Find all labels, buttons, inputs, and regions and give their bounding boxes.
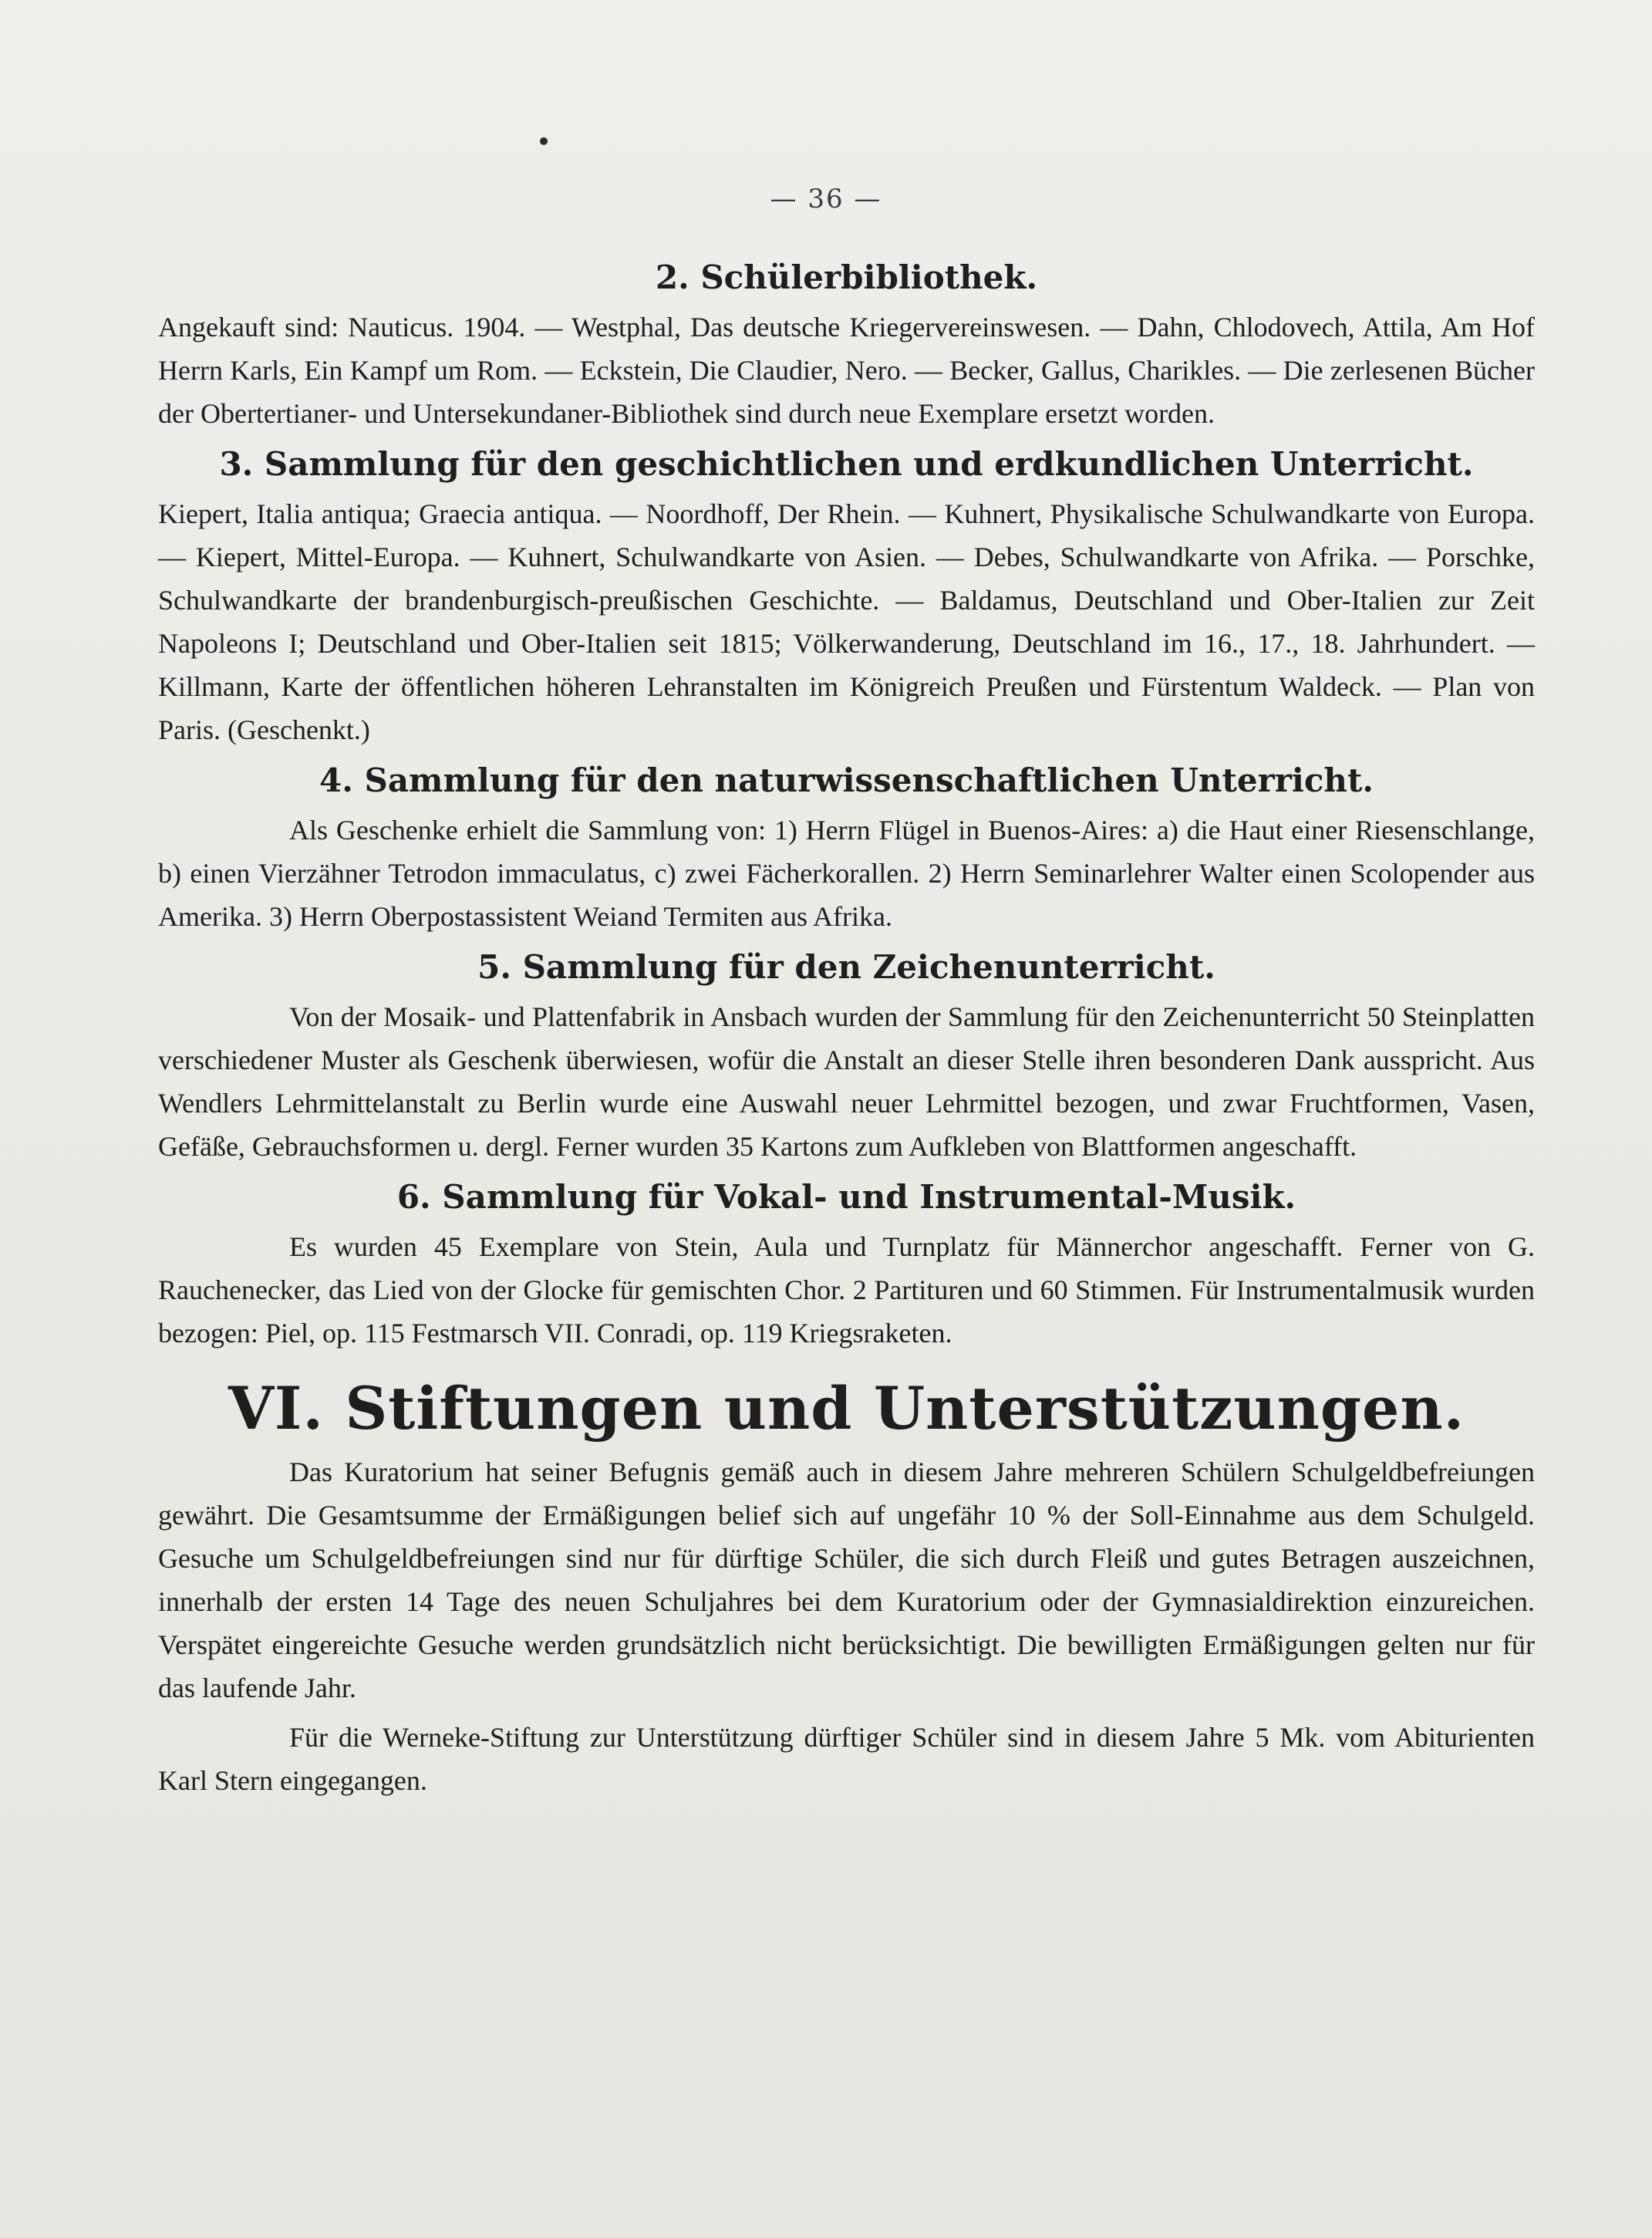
section-heading: 6. Sammlung für Vokal- und Instrumental-Musik.	[396, 1178, 1296, 1216]
paragraph: Als Geschenke erhielt die Sammlung von: 1) Herrn Flügel in Buenos-Aires: a) die Haut einer Riesenschlange, b) einen Vierzähner Tetrodon immaculatus, c) zwei Fächerkorallen. 2) Herrn Seminarlehrer Walter einen Scolopender aus Amerika. 3) Herrn Oberpostassistent Weiand Termiten aus Afrika.	[158, 815, 1535, 932]
paragraph: Das Kuratorium hat seiner Befugnis gemäß auch in diesem Jahre mehreren Schülern Schulgeldbefreiungen gewährt. Die Gesamtsumme der Ermäßigungen belief sich auf ungefähr 10 % der Soll-Einnahme aus dem Schulgeld. Gesuche um Schulgeldbefreiungen sind nur für dürftige Schüler, die sich durch Fleiß und gutes Betragen auszeichnen, innerhalb der ersten 14 Tage des neuen Schuljahres bei dem Kuratorium oder der Gymnasialdirektion einzureichen. Verspätet eingereichte Gesuche werden grundsätzlich nicht berücksichtigt. Die bewilligten Ermäßigungen gelten nur für das laufende Jahr.	[158, 1457, 1535, 1703]
paragraph: Angekauft sind: Nauticus. 1904. — Westphal, Das deutsche Kriegervereinswesen. — Dahn, Chlodovech, Attila, Am Hof Herrn Karls, Ein Kampf um Rom. — Eckstein, Die Claudier, Nero. — Becker, Gallus, Charikles. — Die zerlesenen Bücher der Obertertianer- und Untersekundaner-Bibliothek sind durch neue Exemplare ersetzt worden.	[158, 312, 1535, 429]
paragraph: Von der Mosaik- und Plattenfabrik in Ansbach wurden der Sammlung für den Zeichenunterricht 50 Steinplatten verschiedener Muster als Geschenk überwiesen, wofür die Anstalt an dieser Stelle ihren besonderen Dank ausspricht. Aus Wendlers Lehrmittelanstalt zu Berlin wurde eine Auswahl neuer Lehrmittel bezogen, und zwar Fruchtformen, Vasen, Gefäße, Gebrauchsformen u. dergl. Ferner wurden 35 Kartons zum Aufkleben von Blattformen angeschafft.	[158, 1001, 1535, 1162]
section-heading: 4. Sammlung für den naturwissenschaftlichen Unterricht.	[319, 761, 1374, 799]
section-zeichenunterricht	[158, 944, 1535, 1168]
section-heading: 2. Schülerbibliothek.	[655, 258, 1038, 296]
section-heading: 3. Sammlung für den geschichtlichen und erdkundlichen Unterricht.	[219, 445, 1474, 483]
paragraph: Es wurden 45 Exemplare von Stein, Aula und Turnplatz für Männerchor angeschafft. Ferner von G. Rauchenecker, das Lied von der Glocke für gemischten Chor. 2 Partituren und 60 Stimmen. Für Instrumentalmusik wurden bezogen: Piel, op. 115 Festmarsch VII. Conradi, op. 119 Kriegsraketen.	[158, 1231, 1535, 1349]
page-number: — 36 —	[770, 184, 882, 214]
section-stiftungen	[158, 1372, 1535, 1802]
paragraph: Für die Werneke-Stiftung zur Unterstützung dürftiger Schüler sind in diesem Jahre 5 Mk. vom Abiturienten Karl Stern eingegangen.	[158, 1722, 1535, 1796]
section-heading: 5. Sammlung für den Zeichenunterricht.	[477, 948, 1215, 986]
section-musik	[158, 1174, 1535, 1355]
ink-dot	[540, 137, 548, 145]
page-content	[158, 255, 1535, 1808]
chapter-heading: VI. Stiftungen und Unterstützungen.	[228, 1374, 1465, 1443]
paragraph: Kiepert, Italia antiqua; Graecia antiqua. — Noordhoff, Der Rhein. — Kuhnert, Physikalische Schulwandkarte von Europa. — Kiepert, Mittel-Europa. — Kuhnert, Schulwandkarte von Asien. — Debes, Schulwandkarte von Afrika. — Porschke, Schulwandkarte der brandenburgisch-preußischen Geschichte. — Baldamus, Deutschland und Ober-Italien zur Zeit Napoleons I; Deutschland und Ober-Italien seit 1815; Völkerwanderung, Deutschland im 16., 17., 18. Jahrhundert. — Killmann, Karte der öffentlichen höheren Lehranstalten im Königreich Preußen und Fürstentum Waldeck. — Plan von Paris. (Geschenkt.)	[158, 498, 1535, 745]
section-geschichte-erdkunde	[158, 441, 1535, 751]
section-schuelerbibliothek	[158, 255, 1535, 435]
section-naturwissenschaft	[158, 758, 1535, 938]
